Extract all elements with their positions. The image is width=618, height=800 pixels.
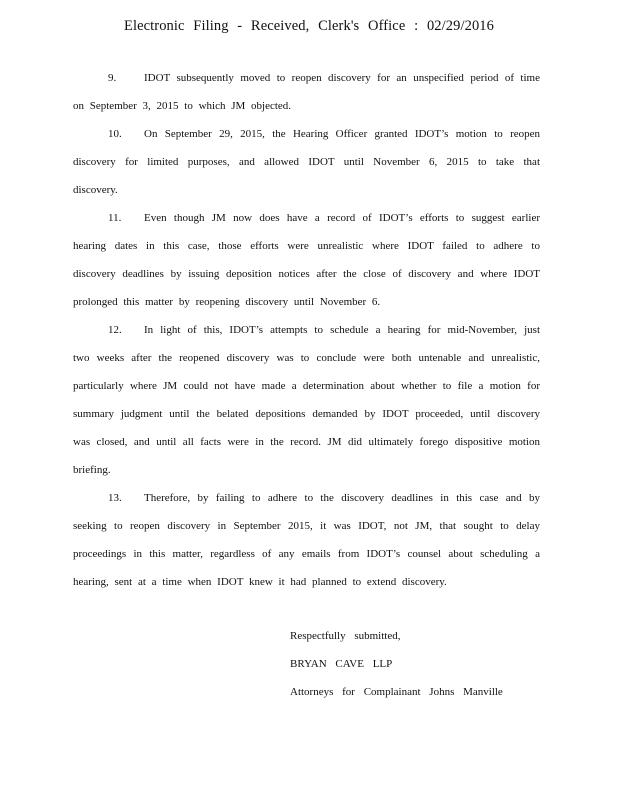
signature-block	[290, 622, 503, 706]
paragraph-text: Even though JM now does have a record of IDOT’s efforts to suggest earlier hearing dates in this case, those efforts were unrealistic where IDOT failed to adhere to discovery deadlines by issuing deposition notices after the close of discovery and where IDOT prolonged this matter by reopening discovery until November 6.	[73, 212, 540, 308]
filing-header: Electronic Filing - Received, Clerk's Office : 02/29/2016	[123, 18, 495, 34]
paragraph-number: 13.	[108, 492, 122, 504]
paragraph-number: 9.	[108, 72, 117, 84]
paragraph-number: 10.	[108, 128, 122, 140]
paragraph-9	[73, 64, 540, 120]
paragraph-13	[73, 484, 540, 596]
paragraph-number: 12.	[108, 324, 122, 336]
document-body	[73, 64, 540, 596]
signature-firm: BRYAN CAVE LLP	[290, 658, 393, 670]
paragraph-text: IDOT subsequently moved to reopen discovery for an unspecified period of time on September 3, 2015 to which JM objected.	[73, 72, 540, 112]
paragraph-number: 11.	[108, 212, 122, 224]
signature-role: Attorneys for Complainant Johns Manville	[290, 686, 503, 698]
signature-closing: Respectfully submitted,	[290, 630, 401, 642]
paragraph-text: In light of this, IDOT’s attempts to schedule a hearing for mid-November, just two weeks after the reopened discovery was to conclude were both untenable and unrealistic, particularly where JM could not have made a determination about whether to file a motion for summary judgment until the belated depositions demanded by IDOT proceeded, until discovery was closed, and until all facts were in the record. JM did ultimately forego dispositive motion briefing.	[73, 324, 540, 476]
paragraph-11	[73, 204, 540, 316]
paragraph-text: Therefore, by failing to adhere to the discovery deadlines in this case and by seeking to reopen discovery in September 2015, it was IDOT, not JM, that sought to delay proceedings in this matter, regardless of any emails from IDOT’s counsel about scheduling a hearing, sent at a time when IDOT knew it had planned to extend discovery.	[73, 492, 540, 588]
paragraph-10	[73, 120, 540, 204]
paragraph-text: On September 29, 2015, the Hearing Officer granted IDOT’s motion to reopen discovery for limited purposes, and allowed IDOT until November 6, 2015 to take that discovery.	[73, 128, 540, 196]
paragraph-12	[73, 316, 540, 484]
